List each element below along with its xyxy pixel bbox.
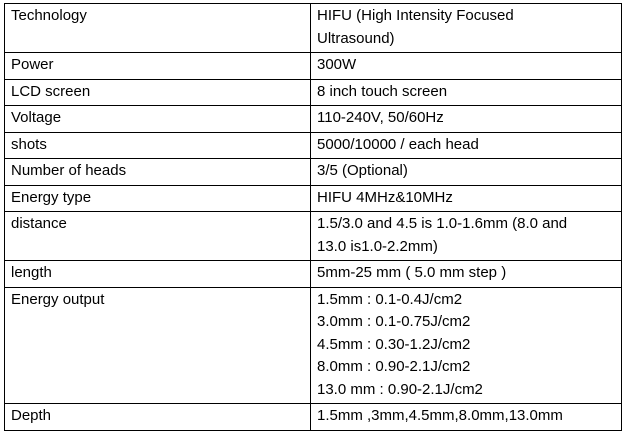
spec-value-line: 3.0mm : 0.1-0.75J/cm2 <box>317 313 471 330</box>
table-row <box>5 185 622 212</box>
spec-label: length <box>5 261 311 288</box>
table-row <box>5 287 622 404</box>
table-row <box>5 404 622 431</box>
spec-value <box>311 287 622 404</box>
spec-table <box>4 3 622 431</box>
table-row <box>5 106 622 133</box>
spec-value-line: 3/5 (Optional) <box>317 162 408 179</box>
spec-value <box>311 106 622 133</box>
spec-value <box>311 53 622 80</box>
spec-value-line: 13.0 mm : 0.90-2.1J/cm2 <box>317 380 483 398</box>
spec-label: Energy output <box>5 287 311 404</box>
table-row <box>5 79 622 106</box>
spec-value-line: 110-240V, 50/60Hz <box>317 109 444 126</box>
spec-value-line: 8 inch touch screen <box>317 82 448 100</box>
spec-value-line: HIFU (High Intensity Focused <box>317 7 514 24</box>
spec-label: distance <box>5 212 311 261</box>
spec-label: Technology <box>5 4 311 53</box>
spec-value-line: 1.5/3.0 and 4.5 is 1.0-1.6mm (8.0 and <box>317 215 568 232</box>
spec-value <box>311 132 622 159</box>
table-row <box>5 261 622 288</box>
spec-label: Voltage <box>5 106 311 133</box>
spec-value-line: Ultrasound) <box>317 29 395 47</box>
spec-label: Power <box>5 53 311 80</box>
spec-value-line: 8.0mm : 0.90-2.1J/cm2 <box>317 358 471 375</box>
table-row <box>5 132 622 159</box>
table-row <box>5 159 622 186</box>
spec-value <box>311 159 622 186</box>
spec-label: Number of heads <box>5 159 311 186</box>
spec-value-line: 5000/10000 / each head <box>317 135 479 153</box>
spec-value-line: HIFU 4MHz&10MHz <box>317 188 453 206</box>
spec-value <box>311 79 622 106</box>
spec-value-line: 1.5mm ,3mm,4.5mm,8.0mm,13.0mm <box>317 407 563 424</box>
spec-value-line: 4.5mm : 0.30-1.2J/cm2 <box>317 335 471 353</box>
spec-label: LCD screen <box>5 79 311 106</box>
spec-value <box>311 404 622 431</box>
spec-value-line: 13.0 is1.0-2.2mm) <box>317 237 438 255</box>
spec-value <box>311 261 622 288</box>
spec-value <box>311 212 622 261</box>
table-row <box>5 4 622 53</box>
spec-label: shots <box>5 132 311 159</box>
spec-value-line: 5mm-25 mm ( 5.0 mm step ) <box>317 264 507 281</box>
spec-value <box>311 185 622 212</box>
spec-label: Depth <box>5 404 311 431</box>
spec-value-line: 1.5mm : 0.1-0.4J/cm2 <box>317 290 463 308</box>
table-row <box>5 53 622 80</box>
spec-value-line: 300W <box>317 56 357 73</box>
table-row <box>5 212 622 261</box>
spec-value <box>311 4 622 53</box>
spec-label: Energy type <box>5 185 311 212</box>
